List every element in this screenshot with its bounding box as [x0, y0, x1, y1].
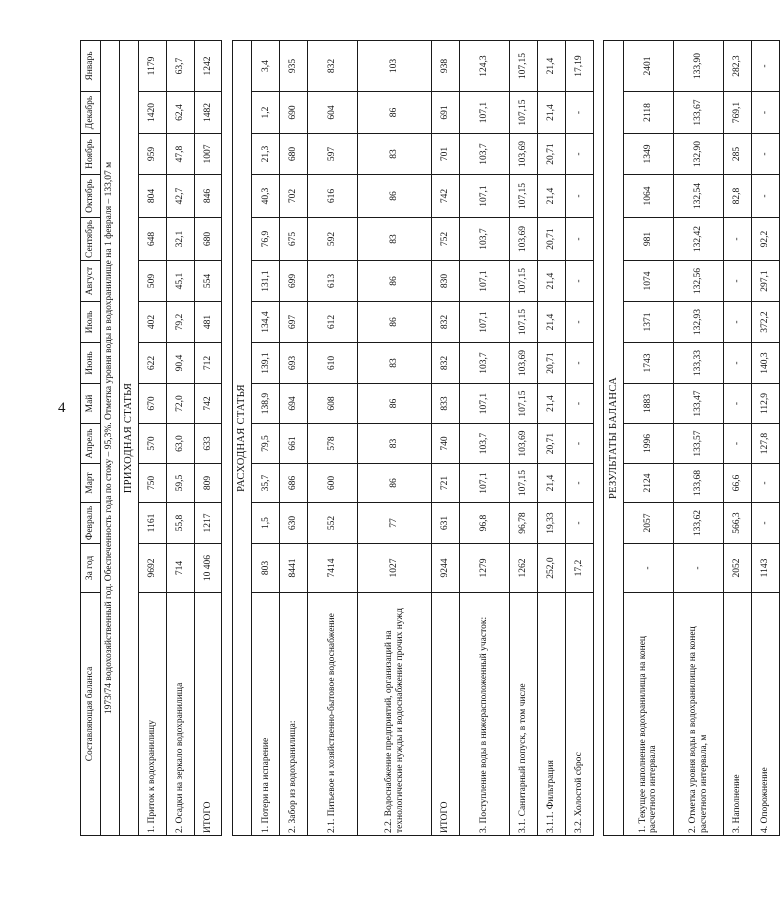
table-row [674, 41, 724, 836]
cell-value: - [565, 384, 593, 424]
cell-value: - [565, 175, 593, 218]
cell-value: 613 [308, 261, 358, 302]
cell-value: 8441 [280, 544, 308, 593]
cell-value: 742 [432, 175, 460, 218]
cell-value: 103,7 [460, 424, 510, 464]
column-header: Июнь [81, 343, 101, 384]
section-title-expense-text: РАСХОДНАЯ СТАТЬЯ [232, 41, 252, 836]
cell-value: 693 [280, 343, 308, 384]
cell-value: 55,8 [166, 503, 194, 544]
cell-value: 107,1 [460, 302, 510, 343]
cell-value: 680 [280, 134, 308, 175]
cell-value: 86 [358, 92, 432, 134]
cell-value: 832 [308, 41, 358, 92]
cell-value: 1420 [139, 92, 167, 134]
cell-value: 554 [194, 261, 222, 302]
cell-value: 2118 [623, 92, 673, 134]
cell-value: 40,3 [252, 175, 280, 218]
cell-value: - [724, 424, 752, 464]
table-row [432, 41, 460, 836]
cell-value: 107,15 [510, 41, 538, 92]
column-header: Октябрь [81, 175, 101, 218]
cell-value: 742 [194, 384, 222, 424]
cell-value: 103,69 [510, 343, 538, 384]
column-header: Составляющая баланса [81, 593, 101, 836]
cell-value: 21,4 [538, 384, 566, 424]
cell-value: 10 406 [194, 544, 222, 593]
year-info-row [101, 41, 120, 836]
cell-value: 96,8 [460, 503, 510, 544]
cell-value: 809 [194, 464, 222, 503]
cell-value: 83 [358, 134, 432, 175]
cell-value: 21,4 [538, 92, 566, 134]
cell-value: 769,1 [724, 92, 752, 134]
cell-value: 132,90 [674, 134, 724, 175]
cell-value: 282,3 [724, 41, 752, 92]
cell-value: 133,68 [674, 464, 724, 503]
cell-value: 86 [358, 384, 432, 424]
cell-value: 138,9 [252, 384, 280, 424]
cell-value: 3,4 [252, 41, 280, 92]
cell-value: 124,3 [460, 41, 510, 92]
cell-value: 103,7 [460, 343, 510, 384]
row-label: 3.1.1. Фильтрация [538, 593, 566, 836]
section-title-results [604, 41, 624, 836]
cell-value: 675 [280, 218, 308, 261]
cell-value: - [565, 134, 593, 175]
row-label: 3.2. Холостой сброс [565, 593, 593, 836]
column-header: Январь [81, 41, 101, 92]
cell-value: 19,33 [538, 503, 566, 544]
cell-value: 133,57 [674, 424, 724, 464]
cell-value: 103,69 [510, 218, 538, 261]
cell-value: 631 [432, 503, 460, 544]
cell-value: 133,47 [674, 384, 724, 424]
cell-value: 20,71 [538, 424, 566, 464]
cell-value: 1143 [752, 544, 780, 593]
cell-value: 82,8 [724, 175, 752, 218]
cell-value: 633 [194, 424, 222, 464]
row-label: 3. Поступление воды в нижерасположенный участок: [460, 593, 510, 836]
cell-value: 1262 [510, 544, 538, 593]
cell-value: 21,4 [538, 464, 566, 503]
cell-value: 133,67 [674, 92, 724, 134]
cell-value: 107,15 [510, 92, 538, 134]
cell-value: 1179 [139, 41, 167, 92]
cell-value: 45,1 [166, 261, 194, 302]
column-header: За год [81, 544, 101, 593]
cell-value: 103,69 [510, 424, 538, 464]
section-title-expense [232, 41, 252, 836]
cell-value: 680 [194, 218, 222, 261]
column-header: Август [81, 261, 101, 302]
table-row [623, 41, 673, 836]
balance-table [80, 40, 780, 836]
table-row [139, 41, 167, 836]
cell-value: 592 [308, 218, 358, 261]
cell-value: 107,15 [510, 261, 538, 302]
cell-value: 552 [308, 503, 358, 544]
cell-value: 66,6 [724, 464, 752, 503]
cell-value: 131,1 [252, 261, 280, 302]
cell-value: 938 [432, 41, 460, 92]
cell-value: 2052 [724, 544, 752, 593]
column-header: Июль [81, 302, 101, 343]
cell-value: 21,4 [538, 302, 566, 343]
cell-value: 32,1 [166, 218, 194, 261]
cell-value: 1217 [194, 503, 222, 544]
year-info-row-text: 1973/74 водохозяйственный год. Обеспеченность года по стоку – 95,3%. Отметка уровня воды в водохранилище на 1 февраля – 133,07 м [101, 41, 120, 836]
cell-value: 21,4 [538, 175, 566, 218]
cell-value: 1349 [623, 134, 673, 175]
row-label: 1. Потери на испарение [252, 593, 280, 836]
cell-value: 1074 [623, 261, 673, 302]
spacer-row [222, 41, 233, 836]
cell-value: 691 [432, 92, 460, 134]
table-row [510, 41, 538, 836]
cell-value: 59,5 [166, 464, 194, 503]
table-row [252, 41, 280, 836]
cell-value: 134,4 [252, 302, 280, 343]
table-row [358, 41, 432, 836]
cell-value: - [565, 343, 593, 384]
cell-value: 107,15 [510, 384, 538, 424]
column-header: Февраль [81, 503, 101, 544]
cell-value: 481 [194, 302, 222, 343]
cell-value: 103,69 [510, 134, 538, 175]
table-row [280, 41, 308, 836]
cell-value: 690 [280, 92, 308, 134]
cell-value: 83 [358, 424, 432, 464]
cell-value: - [565, 464, 593, 503]
cell-value: 21,3 [252, 134, 280, 175]
cell-value: 20,71 [538, 134, 566, 175]
cell-value: 76,9 [252, 218, 280, 261]
row-label: 4. Опорожнение [752, 593, 780, 836]
cell-value: 132,56 [674, 261, 724, 302]
row-label: ИТОГО [194, 593, 222, 836]
cell-value: 2401 [623, 41, 673, 92]
cell-value: - [724, 261, 752, 302]
cell-value: 63,0 [166, 424, 194, 464]
cell-value: 86 [358, 261, 432, 302]
cell-value: - [752, 41, 780, 92]
cell-value: 702 [280, 175, 308, 218]
cell-value: 597 [308, 134, 358, 175]
column-header: Март [81, 464, 101, 503]
column-header: Сентябрь [81, 218, 101, 261]
cell-value: 20,71 [538, 218, 566, 261]
cell-value: 132,42 [674, 218, 724, 261]
row-label: 2.2. Водоснабжение предприятий, организаций на технологические нужды и водоснабжение прочих нужд [358, 593, 432, 836]
cell-value: 9692 [139, 544, 167, 593]
column-header: Ноябрь [81, 134, 101, 175]
cell-value: - [623, 544, 673, 593]
cell-value: 140,3 [752, 343, 780, 384]
cell-value: 86 [358, 302, 432, 343]
cell-value: 1883 [623, 384, 673, 424]
cell-value: - [565, 218, 593, 261]
cell-value: 107,15 [510, 175, 538, 218]
cell-value: 833 [432, 384, 460, 424]
cell-value: 133,90 [674, 41, 724, 92]
section-title-income-text: ПРИХОДНАЯ СТАТЬЯ [119, 41, 139, 836]
cell-value: 610 [308, 343, 358, 384]
cell-value: 1161 [139, 503, 167, 544]
cell-value: 600 [308, 464, 358, 503]
row-label: 3. Наполнение [724, 593, 752, 836]
cell-value: 1279 [460, 544, 510, 593]
cell-value: 935 [280, 41, 308, 92]
cell-value: 648 [139, 218, 167, 261]
cell-value: - [752, 134, 780, 175]
cell-value: 578 [308, 424, 358, 464]
spacer-row [593, 41, 604, 836]
column-header: Апрель [81, 424, 101, 464]
cell-value: 79,5 [252, 424, 280, 464]
cell-value: 740 [432, 424, 460, 464]
cell-value: 701 [432, 134, 460, 175]
page-number: 4 [58, 400, 66, 416]
cell-value: 21,4 [538, 41, 566, 92]
cell-value: 103 [358, 41, 432, 92]
cell-value: 959 [139, 134, 167, 175]
cell-value: 1743 [623, 343, 673, 384]
row-label: 1. Приток к водохранилищу [139, 593, 167, 836]
cell-value: 77 [358, 503, 432, 544]
cell-value: 604 [308, 92, 358, 134]
cell-value: - [752, 503, 780, 544]
rotated-table-container [80, 41, 780, 836]
cell-value: - [752, 175, 780, 218]
cell-value: - [724, 343, 752, 384]
row-label: 1. Текущее наполнение водохранилища на конец расчетного интервала [623, 593, 673, 836]
cell-value: 566,3 [724, 503, 752, 544]
cell-value: 616 [308, 175, 358, 218]
cell-value: 63,7 [166, 41, 194, 92]
cell-value: 1242 [194, 41, 222, 92]
cell-value: 9244 [432, 544, 460, 593]
cell-value: 7414 [308, 544, 358, 593]
cell-value: - [752, 464, 780, 503]
cell-value: 86 [358, 464, 432, 503]
cell-value: 372,2 [752, 302, 780, 343]
cell-value: 96,78 [510, 503, 538, 544]
cell-value: 297,1 [752, 261, 780, 302]
cell-value: 750 [139, 464, 167, 503]
cell-value: - [565, 302, 593, 343]
cell-value: 107,15 [510, 302, 538, 343]
cell-value: 612 [308, 302, 358, 343]
cell-value: 132,93 [674, 302, 724, 343]
cell-value: 1,2 [252, 92, 280, 134]
cell-value: 622 [139, 343, 167, 384]
cell-value: 112,9 [752, 384, 780, 424]
cell-value: - [752, 92, 780, 134]
cell-value: 72,0 [166, 384, 194, 424]
cell-value: 509 [139, 261, 167, 302]
cell-value: - [565, 261, 593, 302]
cell-value: 79,2 [166, 302, 194, 343]
spacer-cell [222, 41, 233, 836]
cell-value: 127,8 [752, 424, 780, 464]
cell-value: 714 [166, 544, 194, 593]
cell-value: 47,8 [166, 134, 194, 175]
cell-value: 1007 [194, 134, 222, 175]
cell-value: 670 [139, 384, 167, 424]
row-label: 2.1. Питьевое и хозяйственно-бытовое водоснабжение [308, 593, 358, 836]
cell-value: 686 [280, 464, 308, 503]
cell-value: 17,19 [565, 41, 593, 92]
column-header: Май [81, 384, 101, 424]
cell-value: 86 [358, 175, 432, 218]
cell-value: 107,1 [460, 92, 510, 134]
cell-value: 21,4 [538, 261, 566, 302]
cell-value: 107,1 [460, 261, 510, 302]
cell-value: 103,7 [460, 134, 510, 175]
cell-value: 608 [308, 384, 358, 424]
cell-value: 712 [194, 343, 222, 384]
cell-value: 661 [280, 424, 308, 464]
cell-value: 17,2 [565, 544, 593, 593]
cell-value: - [565, 424, 593, 464]
cell-value: 107,1 [460, 175, 510, 218]
table-row [565, 41, 593, 836]
cell-value: 804 [139, 175, 167, 218]
cell-value: 1027 [358, 544, 432, 593]
cell-value: 981 [623, 218, 673, 261]
row-label: ИТОГО [432, 593, 460, 836]
cell-value: 832 [432, 343, 460, 384]
table-row [166, 41, 194, 836]
cell-value: 832 [432, 302, 460, 343]
header-row [81, 41, 101, 836]
cell-value: 103,7 [460, 218, 510, 261]
cell-value: 1,5 [252, 503, 280, 544]
table-row [308, 41, 358, 836]
cell-value: 90,4 [166, 343, 194, 384]
cell-value: 20,71 [538, 343, 566, 384]
section-title-income [119, 41, 139, 836]
cell-value: 1371 [623, 302, 673, 343]
table-row [194, 41, 222, 836]
row-label: 2. Осадки на зеркало водохранилища [166, 593, 194, 836]
table-body [101, 41, 780, 836]
cell-value: - [724, 218, 752, 261]
row-label: 2. Забор из водохранилища: [280, 593, 308, 836]
cell-value: 694 [280, 384, 308, 424]
cell-value: 132,54 [674, 175, 724, 218]
cell-value: 699 [280, 261, 308, 302]
table-row [538, 41, 566, 836]
cell-value: 139,1 [252, 343, 280, 384]
cell-value: 133,33 [674, 343, 724, 384]
cell-value: 252,0 [538, 544, 566, 593]
cell-value: 630 [280, 503, 308, 544]
cell-value: 752 [432, 218, 460, 261]
cell-value: 2057 [623, 503, 673, 544]
cell-value: 107,1 [460, 384, 510, 424]
cell-value: 285 [724, 134, 752, 175]
row-label: 2. Отметка уровня воды в водохранилище на конец расчетного интервала, м [674, 593, 724, 836]
section-title-results-text: РЕЗУЛЬТАТЫ БАЛАНСА [604, 41, 624, 836]
cell-value: 1996 [623, 424, 673, 464]
cell-value: 803 [252, 544, 280, 593]
cell-value: 107,1 [460, 464, 510, 503]
cell-value: - [565, 503, 593, 544]
cell-value: 830 [432, 261, 460, 302]
cell-value: 570 [139, 424, 167, 464]
cell-value: 697 [280, 302, 308, 343]
cell-value: 107,15 [510, 464, 538, 503]
spacer-cell [593, 41, 604, 836]
cell-value: 35,7 [252, 464, 280, 503]
table-row [460, 41, 510, 836]
cell-value: 42,7 [166, 175, 194, 218]
table-row [752, 41, 780, 836]
cell-value: - [674, 544, 724, 593]
cell-value: 1064 [623, 175, 673, 218]
row-label: 3.1. Санитарный попуск, в том числе [510, 593, 538, 836]
table-row [724, 41, 752, 836]
cell-value: 62,4 [166, 92, 194, 134]
cell-value: 402 [139, 302, 167, 343]
cell-value: 1482 [194, 92, 222, 134]
cell-value: 83 [358, 218, 432, 261]
cell-value: - [724, 384, 752, 424]
cell-value: 133,62 [674, 503, 724, 544]
cell-value: 846 [194, 175, 222, 218]
column-header: Декабрь [81, 92, 101, 134]
cell-value: 92,2 [752, 218, 780, 261]
cell-value: - [724, 302, 752, 343]
cell-value: 83 [358, 343, 432, 384]
cell-value: 721 [432, 464, 460, 503]
cell-value: 2124 [623, 464, 673, 503]
cell-value: - [565, 92, 593, 134]
